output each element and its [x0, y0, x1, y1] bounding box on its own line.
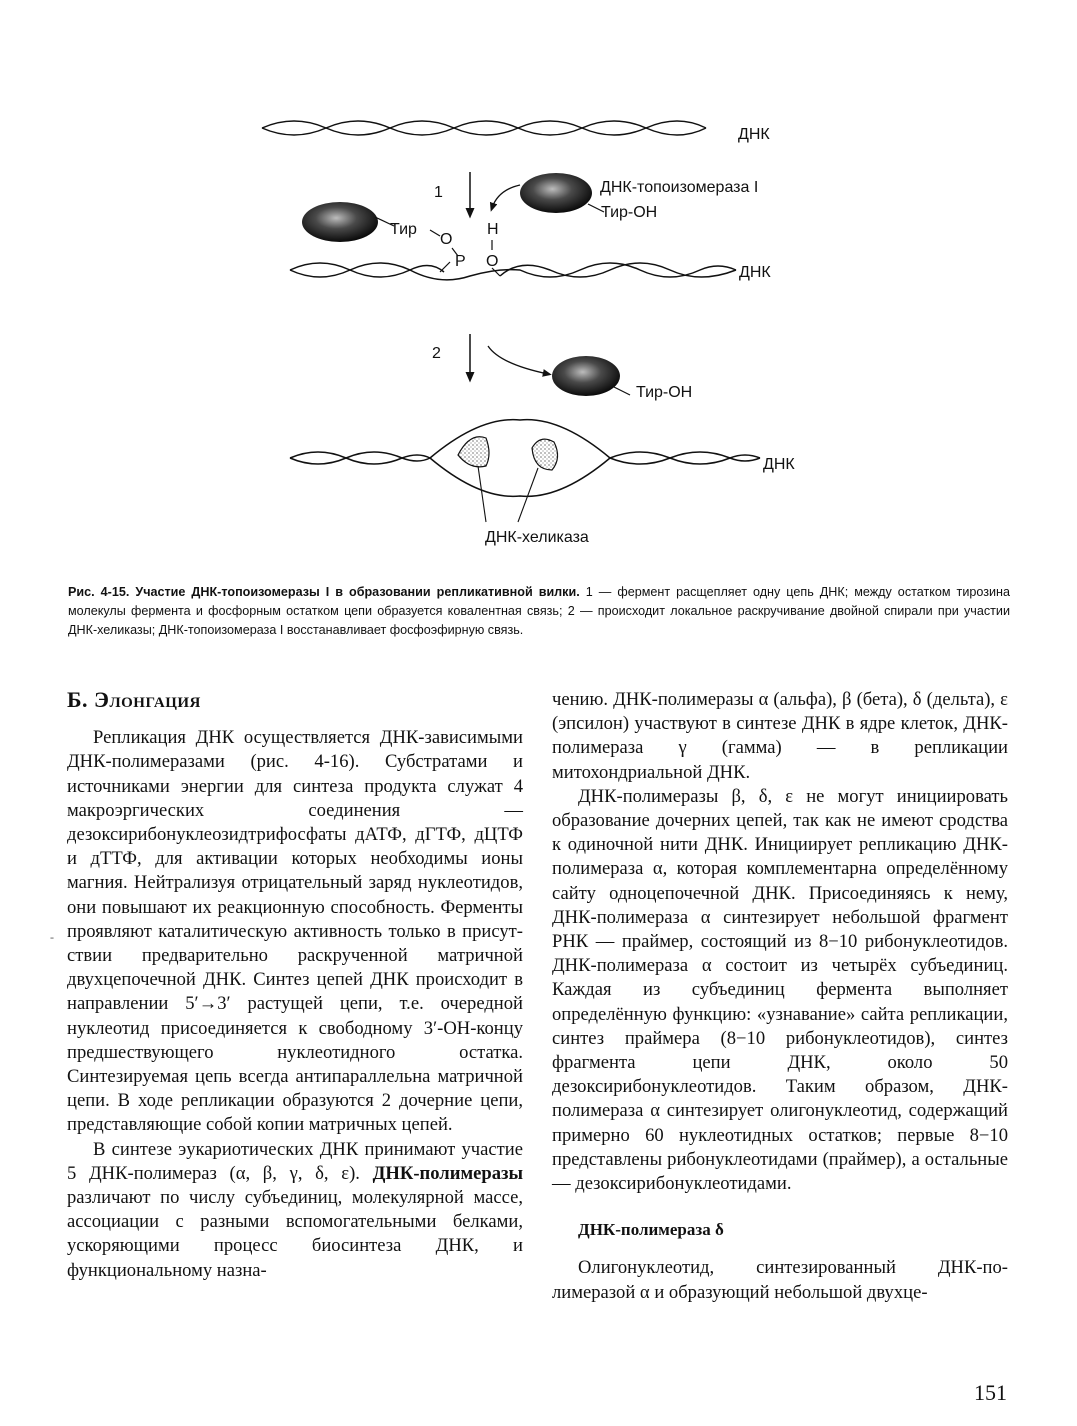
- helicase-left: [458, 437, 489, 467]
- paragraph-continuation: чению. ДНК-полимеразы α (альфа), β (бета), δ (дельта), ε (эпсилон) участвуют в синтезе ДНК в ядре клеток, ДНК-полимераза γ (гамма) — в репликации митохондриальной ДНК.: [552, 689, 1008, 783]
- section-heading: [67, 688, 523, 712]
- topoisomerase-enzyme-bound: [302, 202, 378, 242]
- section-title: Элонгация: [94, 687, 201, 712]
- label-p: P: [455, 253, 466, 270]
- helicase-right: [532, 439, 558, 470]
- label-o: O: [440, 231, 453, 248]
- p2-text-b: различают по числу субъединиц, молекулярной массе, ассоциации с разными вспомогательными белками, ускоряющими процесс биосинтеза ДНК, и функциональному назна-: [67, 1187, 523, 1281]
- label-h: H: [487, 221, 499, 238]
- label-tyr-oh-2: Тир-ОН: [636, 384, 693, 401]
- topoisomerase-enzyme-released: [552, 356, 620, 396]
- paragraph-polymerases: [67, 1138, 523, 1283]
- figure-caption: [68, 583, 1010, 640]
- caption-title: Рис. 4-15. Участие ДНК-топоизомеразы I в образовании репликативной вилки.: [68, 585, 580, 599]
- paragraph-oligonucleotide: Олигонуклеотид, синтезированный ДНК-полимеразой α и образующий небольшой двухце-: [552, 1257, 1008, 1303]
- label-dna-bottom: ДНК: [763, 456, 795, 473]
- section-letter: Б.: [67, 687, 89, 712]
- p2-bold-term: ДНК-полимеразы: [372, 1162, 523, 1184]
- label-tyr: Тир: [390, 221, 417, 238]
- paragraph-replication: Репликация ДНК осуществляется ДНК-зависимыми ДНК-полимеразами (рис. 4-16). Субстратами и источниками энергии для синтеза продукта служат 4 макроэргических соединения — дезоксирибонуклеозидтрифосфаты дАТФ, дГТФ, дЦТФ и дТТФ, для активации которых необходимы ионы магния. Нейтрализуя отрицательный заряд нуклеотидов, они повышают их реакционную способность. Ферменты проявляют каталитическую активность только в присутствии предварительно раскрученной матричной двухцепочечной ДНК. Синтез цепей ДНК происходит в направлении 5′→3′ растущей цепи, т.е. очередной нуклеотид присоединяется к свободному 3′-ОН-концу предшествующего нуклеотидного остатка. Синтезируемая цепь всегда антипараллельна матричной цепи. В ходе репликации образуются 2 дочерние цепи, представляющие собой копии матричных цепей.: [67, 727, 523, 1136]
- label-o2: O: [486, 253, 499, 270]
- label-dna-top: ДНК: [738, 126, 770, 143]
- margin-mark: -: [50, 930, 54, 944]
- left-column: [67, 688, 523, 1283]
- label-step-1: 1: [434, 184, 443, 201]
- label-topoisomerase: ДНК-топоизомераза I: [600, 179, 759, 196]
- right-column: [552, 688, 1008, 1305]
- paragraph-initiation: ДНК-полимеразы β, δ, ε не могут инициировать образование дочерних цепей, так как не имеют сродства к одиночной нити ДНК. Инициирует репликацию ДНК-полимераза α, которая комплементарна определённому сайту одноцепочечной ДНК. Присоединяясь к нему, ДНК-полимераза α синтезирует небольшой фрагмент РНК — праймер, состоящий из 8−10 рибонуклеотидов. ДНК-полимераза α состоит из четырёх субъединиц. Каждая из субъединиц фермента выполняет определённую функцию: «узнавание» сайта репликации, синтез праймера (8−10 рибонуклеотидов), синтез фрагмента цепи ДНК, около 50 дезоксирибонуклеотидов. Таким образом, ДНК-полимераза α синтезирует олигонуклеотид, содержащий примерно 60 нуклеотидных остатков; первые 8−10 представлены рибонуклеотидами (праймер), а остальные — дезоксирибонуклеотидами.: [552, 785, 1008, 1195]
- label-dna-mid: ДНК: [739, 264, 771, 281]
- label-step-2: 2: [432, 345, 441, 362]
- label-helicase: ДНК-хеликаза: [485, 529, 589, 546]
- caption-text: 1 — фермент расщепляет одну цепь ДНК; между остатком тирозина молекулы фермента и фосфорным остатком цепи образуется ковалентная связь; 2 — происходит локальное раскручивание двойной спирали при участии ДНК-хеликазы; ДНК-топоизомераза I восстанавливает фосфоэфирную связь.: [68, 585, 1010, 637]
- topoisomerase-enzyme-free: [520, 173, 592, 213]
- label-tyr-oh-1: Тир-ОН: [601, 204, 658, 221]
- subheading-polymerase-delta: ДНК-полимераза δ: [578, 1220, 724, 1240]
- dna-helix-middle: [290, 263, 736, 280]
- figure-drawing: [0, 0, 1077, 560]
- dna-helix-bottom: [290, 420, 760, 497]
- figure-4-15: [0, 0, 1077, 560]
- page-number: 151: [974, 1380, 1007, 1405]
- dna-helix-top: [262, 121, 706, 135]
- enzyme-curve-arrow-1: [492, 185, 520, 208]
- enzyme-curve-arrow-2: [488, 346, 548, 374]
- p2-text-a: В синтезе эукариотических ДНК принимают участие 5 ДНК-полимераз (α, β, γ, δ, ε).: [67, 1138, 523, 1184]
